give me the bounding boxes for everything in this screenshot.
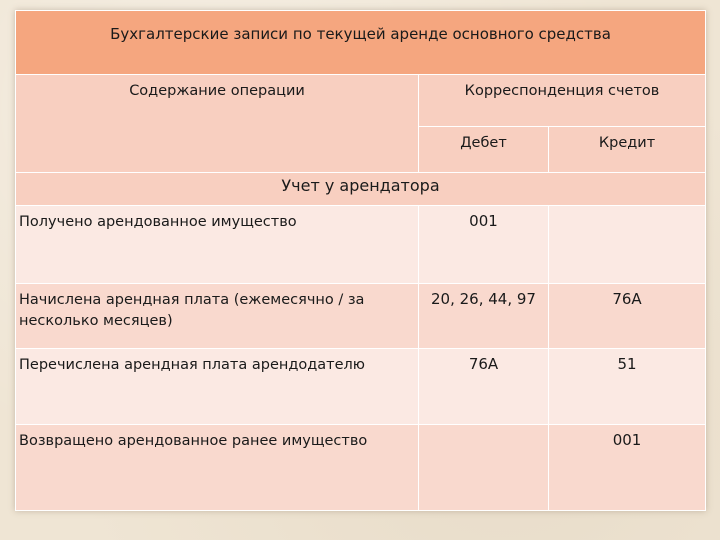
table-row: [16, 206, 706, 284]
operation-cell: Получено арендованное имущество: [16, 206, 419, 284]
credit-cell: 51: [549, 349, 706, 425]
debit-cell: 76А: [419, 349, 549, 425]
operation-cell: Перечислена арендная плата арендодателю: [16, 349, 419, 425]
credit-cell: 76А: [549, 284, 706, 349]
section-header-lessee: Учет у арендатора: [16, 173, 706, 206]
table-row: [16, 425, 706, 511]
column-header-correspondence: Корреспонденция счетов: [419, 75, 706, 127]
table-row: [16, 284, 706, 349]
debit-cell: 20, 26, 44, 97: [419, 284, 549, 349]
column-header-credit: Кредит: [549, 127, 706, 173]
lease-accounting-table: [15, 10, 706, 511]
operation-cell: Начислена арендная плата (ежемесячно / за несколько месяцев): [16, 284, 419, 349]
table-row: [16, 349, 706, 425]
column-header-operation: Содержание операции: [16, 75, 419, 173]
debit-cell: [419, 425, 549, 511]
credit-cell: [549, 206, 706, 284]
column-header-debit: Дебет: [419, 127, 549, 173]
operation-cell: Возвращено арендованное ранее имущество: [16, 425, 419, 511]
table-title: Бухгалтерские записи по текущей аренде основного средства: [16, 11, 706, 75]
debit-cell: 001: [419, 206, 549, 284]
credit-cell: 001: [549, 425, 706, 511]
